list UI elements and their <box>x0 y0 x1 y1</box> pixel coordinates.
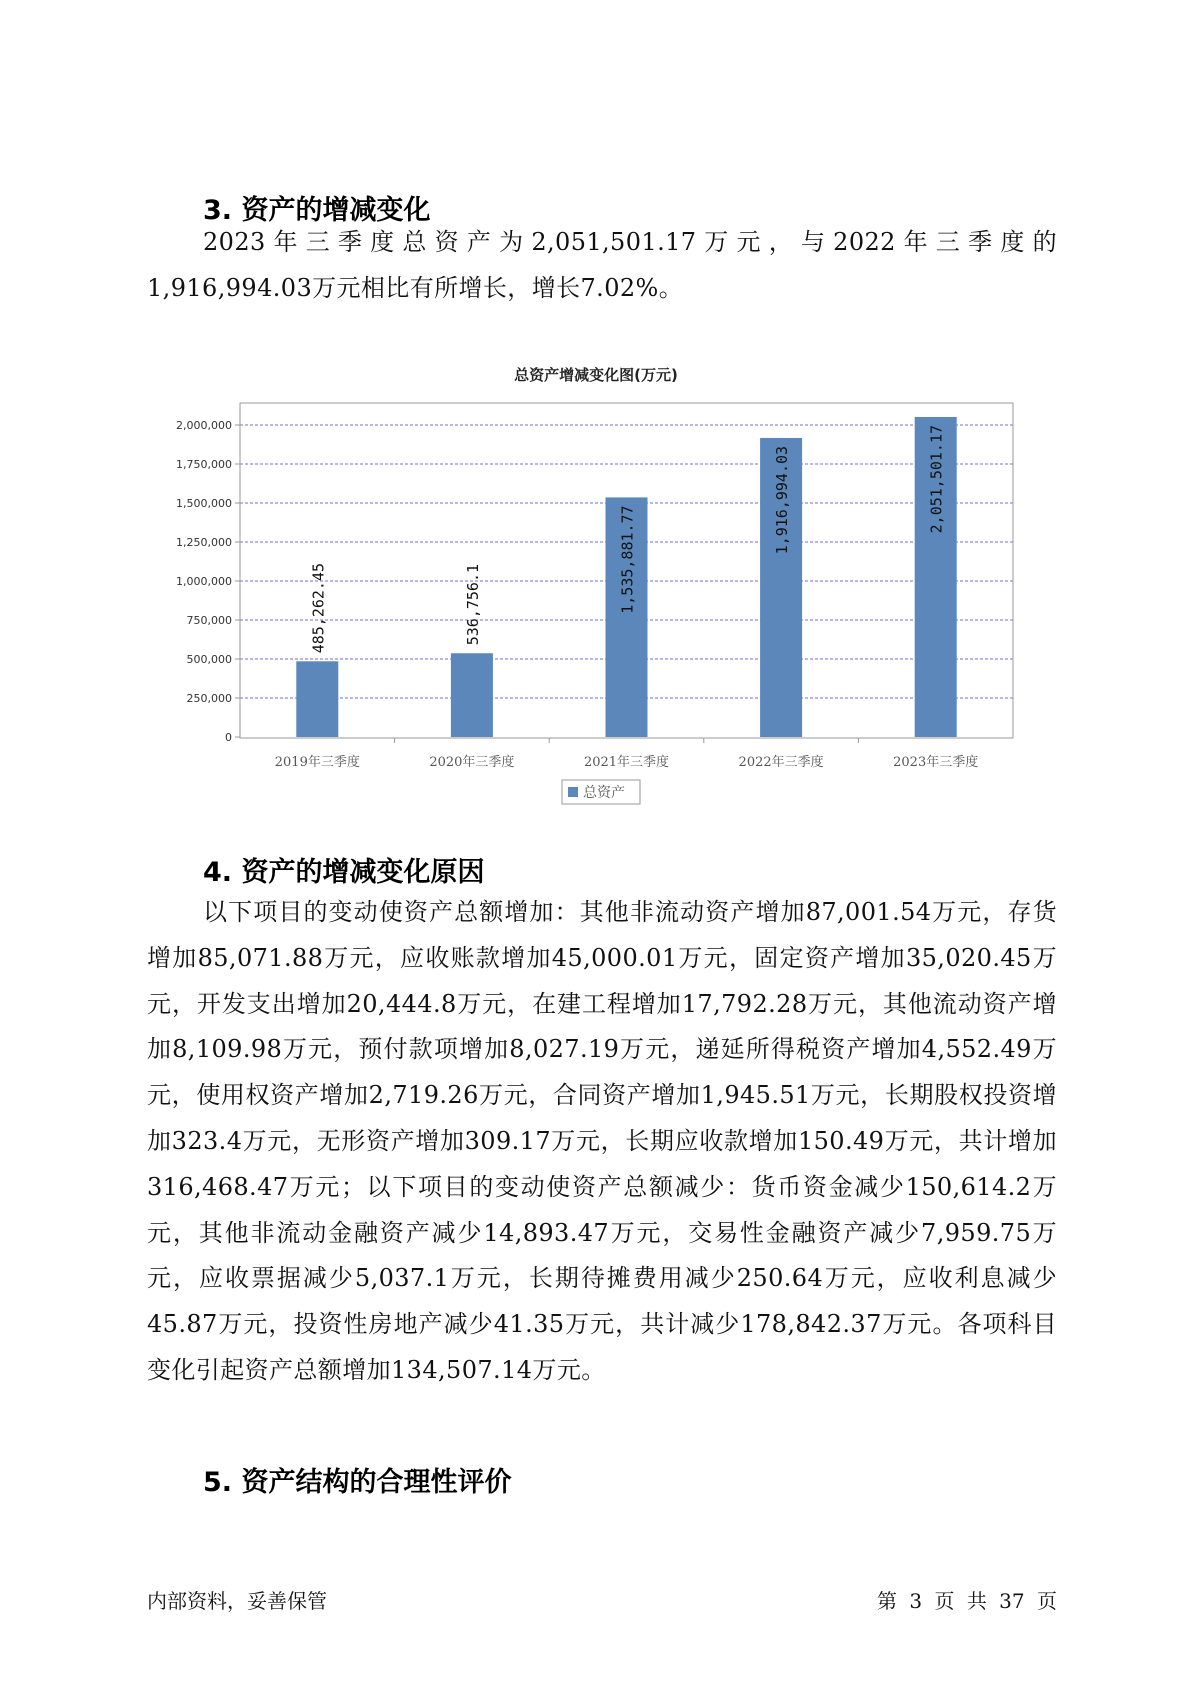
y-tick-label: 1,000,000 <box>176 575 232 588</box>
section-4-paragraph: 以下项目的变动使资产总额增加：其他非流动资产增加87,001.54万元，存货增加85,071.88万元，应收账款增加45,000.01万元，固定资产增加35,020.45万元，开发支出增加20,444.8万元，在建工程增加17,792.28万元，其他流动资产增加8,109.98万元，预付款项增加8,027.19万元，递延所得税资产增加4,552.49万元，使用权资产增加2,719.26万元，合同资产增加1,945.51万元，长期股权投资增加323.4万元，无形资产增加309.17万元，长期应收款增加150.49万元，共计增加316,468.47万元；以下项目的变动使资产总额减少：货币资金减少150,614.2万元，其他非流动金融资产减少14,893.47万元，交易性金融资产减少7,959.75万元，应收票据减少5,037.1万元，长期待摊费用减少250.64万元，应收利息减少45.87万元，投资性房地产减少41.35万元，共计减少178,842.37万元。各项科目变化引起资产总额增加134,507.14万元。 <box>147 898 1057 1384</box>
chart-legend <box>562 780 640 804</box>
footer-page-number: 第 3 页 共 37 页 <box>877 1589 1057 1613</box>
y-tick-label: 0 <box>225 731 232 744</box>
footer-confidential-note: 内部资料，妥善保管 <box>147 1589 327 1613</box>
y-tick-label: 250,000 <box>186 692 232 705</box>
legend-swatch <box>568 787 578 797</box>
x-tick-label: 2023年三季度 <box>893 755 979 770</box>
section-3-heading: 3. 资产的增减变化 <box>203 195 431 226</box>
x-tick-label: 2021年三季度 <box>583 755 670 770</box>
y-tick-label: 1,750,000 <box>176 458 232 471</box>
bar <box>451 653 493 737</box>
x-tick-label: 2019年三季度 <box>274 755 360 770</box>
x-axis <box>275 738 978 770</box>
section-5-heading: 5. 资产结构的合理性评价 <box>203 1467 512 1498</box>
y-axis <box>176 419 240 744</box>
y-tick-label: 750,000 <box>186 614 232 627</box>
y-tick-label: 2,000,000 <box>176 419 232 432</box>
section-3-paragraph: 2023年三季度总资产为2,051,501.17万元，与2022年三季度的1,916,994.03万元相比有所增长，增长7.02%。 <box>147 228 1057 302</box>
y-tick-label: 500,000 <box>186 653 232 666</box>
section-4-heading: 4. 资产的增减变化原因 <box>203 857 485 888</box>
x-tick-label: 2020年三季度 <box>429 755 515 770</box>
bar <box>296 661 338 737</box>
bar-value-label: 485,262.45 <box>309 562 328 654</box>
x-tick-label: 2022年三季度 <box>738 755 824 770</box>
chart-bars <box>296 417 956 737</box>
bar-value-label: 1,916,994.03 <box>773 445 792 555</box>
chart-title: 总资产增减变化图(万元) <box>514 366 678 384</box>
bar-value-label: 536,756.1 <box>463 563 482 646</box>
total-assets-bar-chart <box>0 0 1191 830</box>
bar-value-label: 2,051,501.17 <box>927 424 946 534</box>
bar-value-label: 1,535,881.77 <box>618 505 637 614</box>
y-tick-label: 1,250,000 <box>176 536 232 549</box>
legend-label-total-assets: 总资产 <box>583 785 625 801</box>
y-tick-label: 1,500,000 <box>176 497 232 510</box>
